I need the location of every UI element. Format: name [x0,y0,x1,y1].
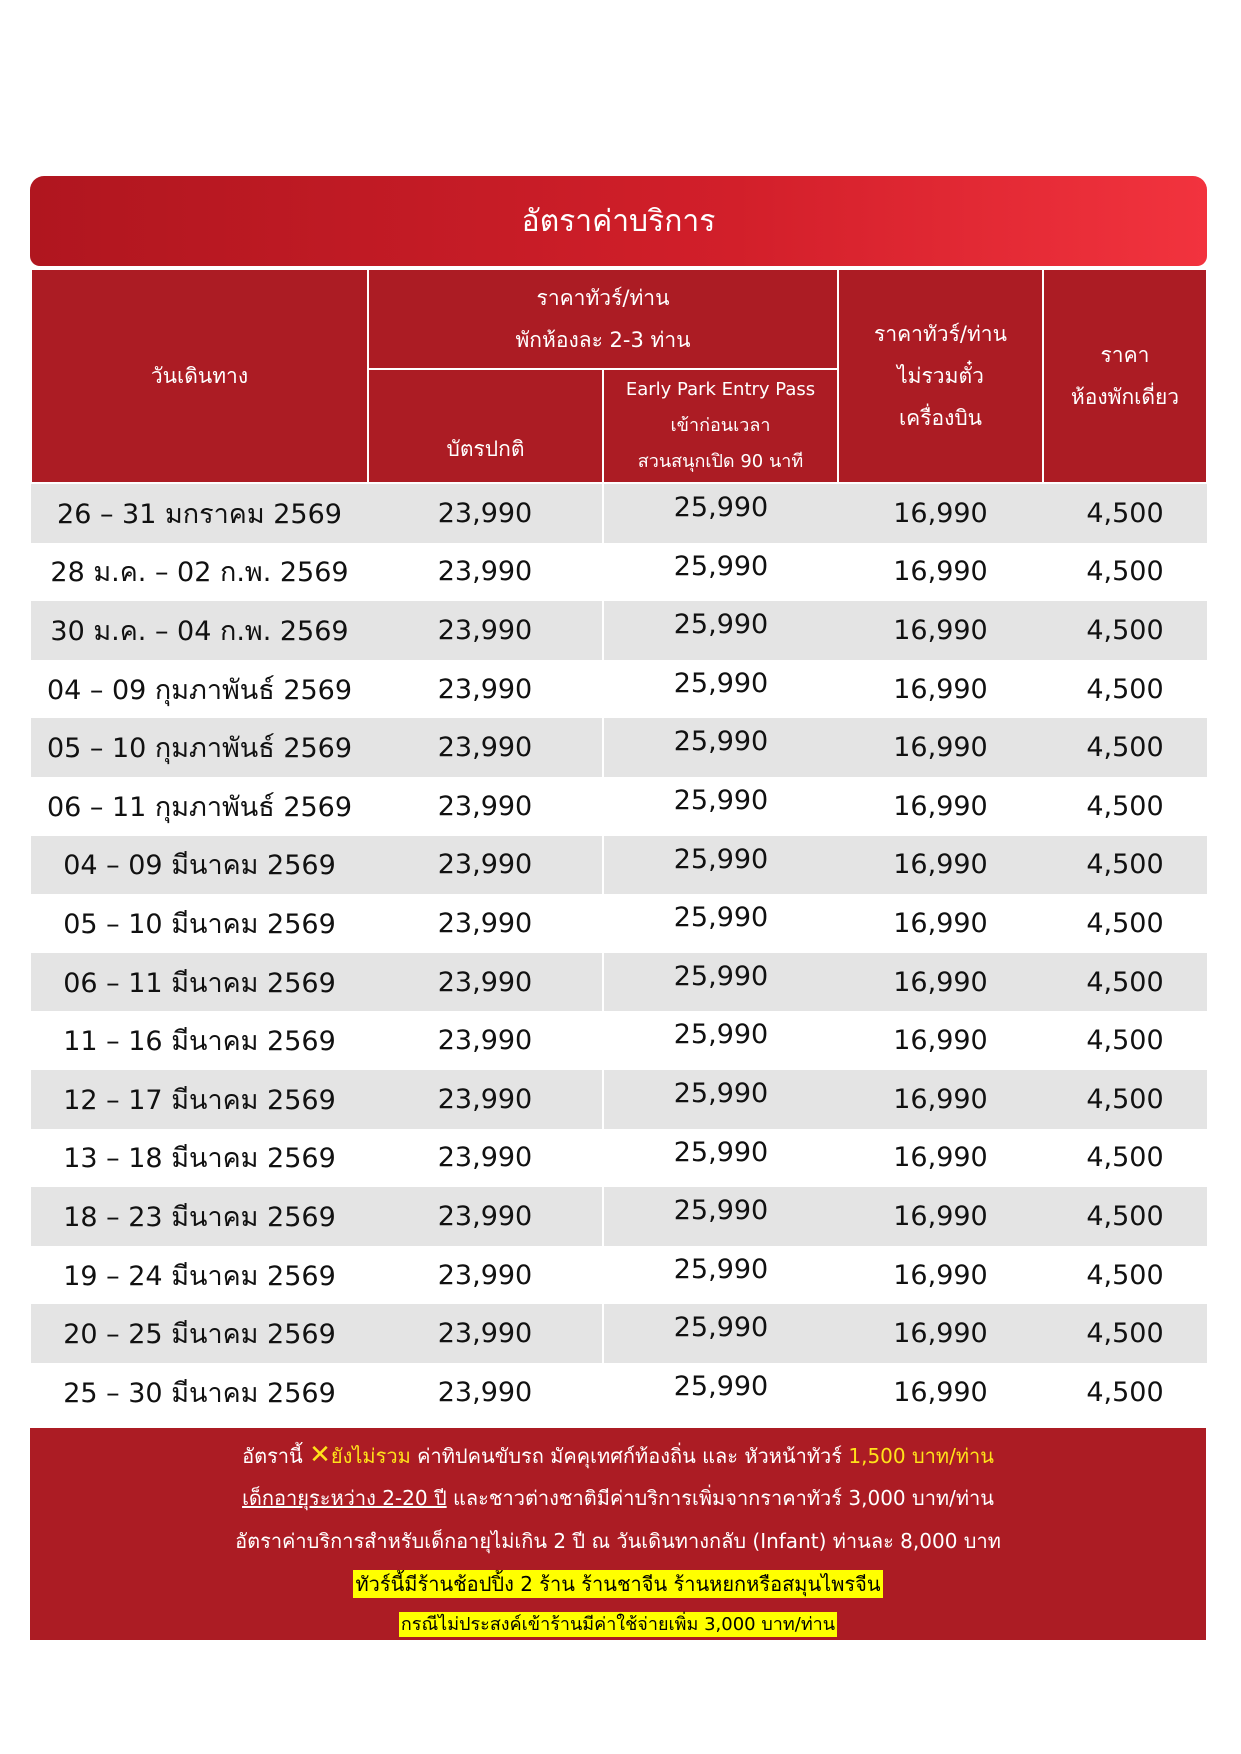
cell-no-ticket-price: 16,990 [838,543,1043,602]
cell-date: 25 – 30 มีนาคม 2569 [31,1363,368,1422]
cell-single-room-price: 4,500 [1043,543,1207,602]
cell-date: 04 – 09 มีนาคม 2569 [31,836,368,895]
cell-no-ticket-price: 16,990 [838,1129,1043,1188]
cell-date: 12 – 17 มีนาคม 2569 [31,1070,368,1129]
cell-date: 11 – 16 มีนาคม 2569 [31,1011,368,1070]
cell-regular-price: 23,990 [368,953,603,1012]
cell-regular-price: 23,990 [368,836,603,895]
cell-single-room-price: 4,500 [1043,1246,1207,1305]
table-row [31,601,1207,660]
cell-single-room-price: 4,500 [1043,894,1207,953]
note1-not-included: ยังไม่รวม [330,1444,411,1468]
cell-early-entry-price: 25,990 [603,1246,838,1305]
cell-regular-price: 23,990 [368,1246,603,1305]
cell-date: 06 – 11 มีนาคม 2569 [31,953,368,1012]
cell-date: 30 ม.ค. – 04 ก.พ. 2569 [31,601,368,660]
cell-regular-price: 23,990 [368,1363,603,1422]
cell-regular-price: 23,990 [368,777,603,836]
cell-single-room-price: 4,500 [1043,1011,1207,1070]
table-row [31,1011,1207,1070]
cell-early-entry-price: 25,990 [603,1187,838,1246]
cell-single-room-price: 4,500 [1043,601,1207,660]
cell-no-ticket-price: 16,990 [838,601,1043,660]
table-row [31,1363,1207,1422]
cell-regular-price: 23,990 [368,601,603,660]
cell-regular-price: 23,990 [368,660,603,719]
header-early-line2: เข้าก่อนเวลา [670,415,771,436]
cell-date: 05 – 10 กุมภาพันธ์ 2569 [31,718,368,777]
header-regular-ticket [368,369,603,483]
page-title [30,176,1207,266]
cell-single-room-price: 4,500 [1043,1070,1207,1129]
cell-early-entry-price: 25,990 [603,777,838,836]
cell-regular-price: 23,990 [368,543,603,602]
cell-regular-price: 23,990 [368,1070,603,1129]
table-row [31,1129,1207,1188]
table-row [31,660,1207,719]
cell-no-ticket-price: 16,990 [838,894,1043,953]
cell-regular-price: 23,990 [368,718,603,777]
table-row [31,953,1207,1012]
note3-infant-price: อัตราค่าบริการสำหรับเด็กอายุไม่เกิน 2 ปี ณ วันเดินทางกลับ (Infant) ท่านละ 8,000 บาท [235,1529,1001,1553]
cell-date: 05 – 10 มีนาคม 2569 [31,894,368,953]
rates-table-body [31,483,1207,1422]
rates-table-header [31,269,1207,483]
cell-single-room-price: 4,500 [1043,1304,1207,1363]
cell-early-entry-price: 25,990 [603,1129,838,1188]
cell-early-entry-price: 25,990 [603,543,838,602]
header-noticket-line3: เครื่องบิน [898,406,983,430]
note1-details: ค่าทิปคนขับรถ มัคคุเทศก์ท้องถิ่น และ หัวหน้าทัวร์ [417,1444,843,1468]
cell-early-entry-price: 25,990 [603,1304,838,1363]
note-line-5 [30,1606,1206,1644]
cell-no-ticket-price: 16,990 [838,718,1043,777]
cell-date: 28 ม.ค. – 02 ก.พ. 2569 [31,543,368,602]
note1-tip-amount: 1,500 บาท/ท่าน [848,1444,994,1468]
note-line-3 [30,1520,1206,1563]
cell-date: 20 – 25 มีนาคม 2569 [31,1304,368,1363]
header-single-room [1043,269,1207,483]
cell-date: 26 – 31 มกราคม 2569 [31,483,368,543]
note-line-2 [30,1477,1206,1520]
table-row [31,543,1207,602]
cell-early-entry-price: 25,990 [603,953,838,1012]
cell-early-entry-price: 25,990 [603,894,838,953]
header-noticket-line1: ราคาทัวร์/ท่าน [874,322,1007,346]
cell-early-entry-price: 25,990 [603,1363,838,1422]
table-row [31,777,1207,836]
cell-date: 19 – 24 มีนาคม 2569 [31,1246,368,1305]
cell-early-entry-price: 25,990 [603,601,838,660]
header-group-line2: พักห้องละ 2-3 ท่าน [515,328,691,352]
cell-date: 13 – 18 มีนาคม 2569 [31,1129,368,1188]
cell-no-ticket-price: 16,990 [838,836,1043,895]
cell-single-room-price: 4,500 [1043,1363,1207,1422]
table-row [31,1187,1207,1246]
cell-single-room-price: 4,500 [1043,483,1207,543]
cell-regular-price: 23,990 [368,1011,603,1070]
header-group-line1: ราคาทัวร์/ท่าน [536,286,670,310]
note4-shopping-highlight: ทัวร์นี้มีร้านช้อปปิ้ง 2 ร้าน ร้านชาจีน ร้านหยกหรือสมุนไพรจีน [355,1572,881,1596]
cell-no-ticket-price: 16,990 [838,1070,1043,1129]
table-row [31,718,1207,777]
cell-no-ticket-price: 16,990 [838,1304,1043,1363]
header-noticket-line2: ไม่รวมตั๋ว [897,364,984,388]
rates-table [30,268,1208,1422]
header-early-entry [603,369,838,483]
note2-age-range: เด็กอายุระหว่าง 2-20 ปี [242,1486,447,1510]
header-no-ticket-price [838,269,1043,483]
table-row [31,1070,1207,1129]
cell-single-room-price: 4,500 [1043,1129,1207,1188]
cell-no-ticket-price: 16,990 [838,483,1043,543]
cell-early-entry-price: 25,990 [603,660,838,719]
cell-single-room-price: 4,500 [1043,777,1207,836]
note1-prefix: อัตรานี้ [242,1444,303,1468]
cell-single-room-price: 4,500 [1043,1187,1207,1246]
cell-early-entry-price: 25,990 [603,836,838,895]
cell-early-entry-price: 25,990 [603,1011,838,1070]
header-regular-label: บัตรปกติ [446,437,525,461]
header-early-line1: Early Park Entry Pass [625,379,816,400]
cell-early-entry-price: 25,990 [603,483,838,543]
table-row [31,894,1207,953]
cell-no-ticket-price: 16,990 [838,1011,1043,1070]
cell-regular-price: 23,990 [368,1304,603,1363]
cell-single-room-price: 4,500 [1043,953,1207,1012]
cell-single-room-price: 4,500 [1043,836,1207,895]
cell-no-ticket-price: 16,990 [838,777,1043,836]
note5-extra-fee-highlight: กรณีไม่ประสงค์เข้าร้านมีค่าใช้จ่ายเพิ่ม 3,000 บาท/ท่าน [400,1614,836,1635]
note-line-4 [30,1563,1206,1606]
table-row [31,1246,1207,1305]
note2-details: และชาวต่างชาติมีค่าบริการเพิ่มจากราคาทัวร์ 3,000 บาท/ท่าน [453,1486,994,1510]
cell-early-entry-price: 25,990 [603,718,838,777]
cell-regular-price: 23,990 [368,1129,603,1188]
cell-regular-price: 23,990 [368,894,603,953]
page-title-text: อัตราค่าบริการ [521,203,716,239]
cell-no-ticket-price: 16,990 [838,1246,1043,1305]
table-row [31,483,1207,543]
cell-no-ticket-price: 16,990 [838,953,1043,1012]
table-row [31,836,1207,895]
notes-panel [30,1428,1206,1640]
cell-date: 18 – 23 มีนาคม 2569 [31,1187,368,1246]
cell-regular-price: 23,990 [368,1187,603,1246]
header-date-label: วันเดินทาง [150,364,249,388]
cell-single-room-price: 4,500 [1043,660,1207,719]
cell-date: 06 – 11 กุมภาพันธ์ 2569 [31,777,368,836]
header-single-line1: ราคา [1100,343,1150,367]
note-line-1 [30,1428,1206,1477]
header-date [31,269,368,483]
header-single-line2: ห้องพักเดี่ยว [1070,385,1180,409]
cell-regular-price: 23,990 [368,483,603,543]
header-early-line3: สวนสนุกเปิด 90 นาที [637,451,804,472]
cell-no-ticket-price: 16,990 [838,660,1043,719]
cross-icon: ✕ [309,1440,331,1470]
header-tour-price-group [368,269,838,369]
table-row [31,1304,1207,1363]
cell-single-room-price: 4,500 [1043,718,1207,777]
cell-no-ticket-price: 16,990 [838,1363,1043,1422]
cell-early-entry-price: 25,990 [603,1070,838,1129]
cell-no-ticket-price: 16,990 [838,1187,1043,1246]
cell-date: 04 – 09 กุมภาพันธ์ 2569 [31,660,368,719]
